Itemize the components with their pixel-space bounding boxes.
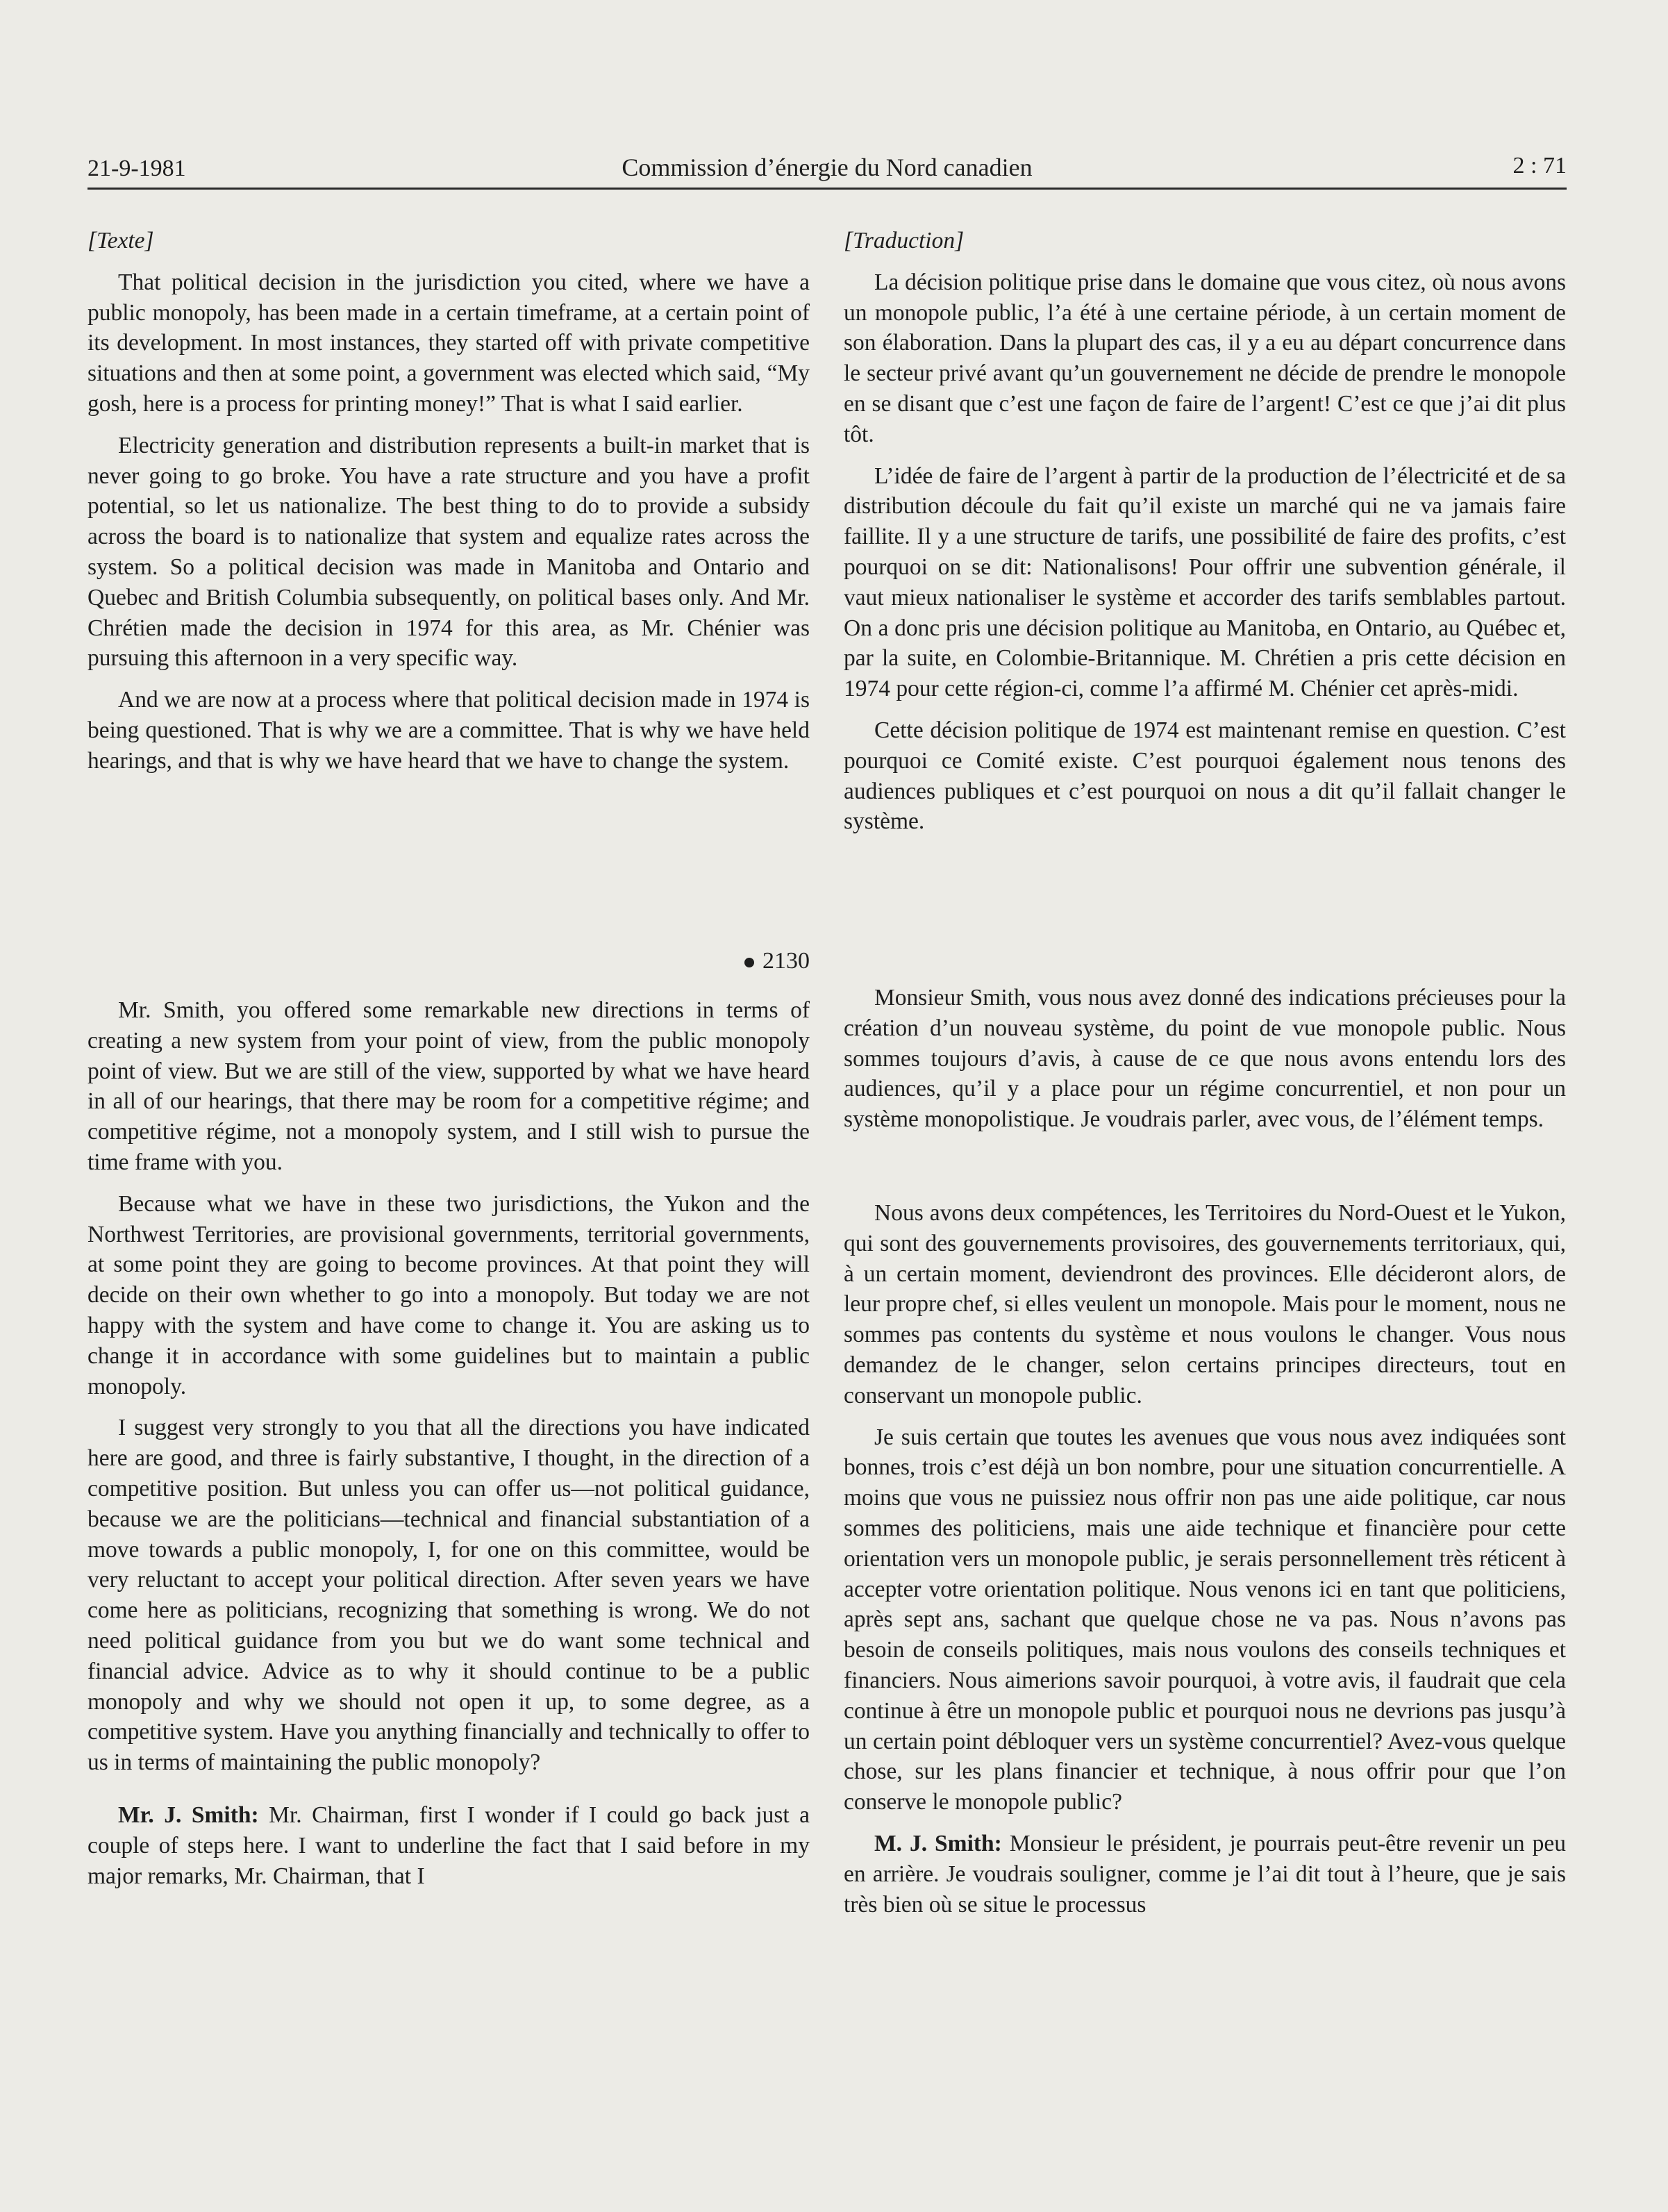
english-block-2	[87, 995, 810, 1891]
header-date: 21-9-1981	[87, 156, 186, 181]
english-block-1	[87, 226, 810, 776]
paragraph: And we are now at a process where that political decision made in 1974 is being questioned. That is why we are a committee. That is why we have held hearings, and that is why we have heard that we have to change the system.	[87, 687, 810, 774]
time-marker-value: 2130	[762, 948, 810, 974]
paragraph: Monsieur Smith, vous nous avez donné des indications précieuses pour la création d’un nouveau système, du point de vue monopole public. Nous sommes toujours d’avis, à cause de ce que nous avons entendu lors des audiences, qu’il y a place pour un régime concurrentiel, et non pour un système monopolistique. Je voudrais parler, avec vous, de l’élément temps.	[844, 985, 1566, 1133]
speaker-name: Mr. J. Smith:	[118, 1802, 259, 1828]
french-block-3	[844, 1198, 1566, 1920]
paragraph: La décision politique prise dans le domaine que vous citez, où nous avons un monopole public, l’a été à une certaine période, à un certain moment de son élaboration. Dans la plupart des cas, il y a eu au départ concurrence dans le secteur privé avant qu’un gouvernement ne décide de prendre le monopole en se disant que c’est une façon de faire de l’argent! C’est ce que j’ai dit plus tôt.	[844, 269, 1566, 447]
paragraph: Je suis certain que toutes les avenues que vous nous avez indiquées sont bonnes, trois c’est déjà un bon nombre, pour une situation concurrentielle. A moins que vous ne puissiez nous offrir non pas une aide politique, car nous sommes des politiciens, mais une aide technique et financière pour cette orientation vers un monopole public, je serais personnellement très réticent à accepter votre orientation politique. Nous venons ici en tant que politiciens, après sept ans, sachant que quelque chose ne va pas. Nous n’avons pas besoin de conseils politiques, mais nous voulons des conseils techniques et financiers. Nous aimerions savoir pourquoi, à votre avis, il faudrait que cela continue à être un monopole public et pourquoi nous ne devrions pas jusqu’à un certain point débloquer vers un système concurrentiel? Avez-vous quelque chose, sur les plans financier et technique, à nous offrir pour que l’on conserve le monopole public?	[844, 1424, 1566, 1815]
paragraph: L’idée de faire de l’argent à partir de la production de l’électricité et de sa distribution découle du fait qu’il existe un marché qui ne va jamais faire faillite. Il y a une structure de tarifs, une possibilité de faire des profits, c’est pourquoi on se dit: Nationalisons! Pour offrir une subvention générale, il vaut mieux nationaliser le système et accorder des tarifs semblables partout. On a donc pris une décision politique au Manitoba, en Ontario, au Québec et, par la suite, en Colombie-Britannique. M. Chrétien a pris cette décision en 1974 pour cette région-ci, comme l’a affirmé M. Chénier cet après-midi.	[844, 463, 1566, 702]
paragraph: I suggest very strongly to you that all the directions you have indicated here are good, and three is fairly substantive, I thought, in the direction of a competitive position. But unless you can offer us—not political guidance, because we are the politicians—technical and financial substantiation of a move towards a public monopoly, I, for one on this committee, would be very reluctant to accept your political direction. After seven years we have come here as politicians, recognizing that something is wrong. We do not need political guidance from you but we do want some technical and financial advice. Advice as to why it should continue to be a public monopoly and why we should not open it up, to some degree, as a competitive system. Have you anything financially and technically to offer to us in terms of maintaining the public monopoly?	[87, 1415, 810, 1776]
speech-text: Mr. Chairman, first I wonder if I could go back just a couple of steps here. I want to underline the fact that I said before in my major remarks, Mr. Chairman, that I	[87, 1802, 810, 1889]
running-header	[87, 147, 1567, 186]
time-marker	[87, 948, 810, 974]
paragraph: Electricity generation and distribution represents a built-in market that is never going to go broke. You have a rate structure and you have a profit potential, so let us nationalize. The best thing to do to provide a subsidy across the board is to nationalize that system and equalize rates across the system. So a political decision was made in Manitoba and Ontario and Quebec and British Columbia subsequently, on political bases only. And Mr. Chrétien made the decision in 1974 for this area, as Mr. Chénier was pursuing this afternoon in a very specific way.	[87, 432, 810, 672]
header-title: Commission d’énergie du Nord canadien	[622, 153, 1033, 181]
french-block-1	[844, 226, 1566, 837]
paragraph	[87, 1800, 810, 1891]
paragraph: Mr. Smith, you offered some remarkable new directions in terms of creating a new system from your point of view, from the public monopoly point of view. But we are still of the view, supported by what we have heard in all of our hearings, that there may be room for a competitive régime; and competitive régime, not a monopoly system, and I still wish to pursue the time frame with you.	[87, 997, 810, 1175]
paragraph: That political decision in the jurisdiction you cited, where we have a public monopoly, has been made in a certain timeframe, at a certain point of its development. In most instances, they started off with private competitive situations and then at some point, a government was elected which said, “My gosh, here is a process for printing money!” That is what I said earlier.	[87, 269, 810, 417]
speaker-name: M. J. Smith:	[874, 1830, 1002, 1856]
french-block-2	[844, 983, 1566, 1135]
text-label: [Texte]	[87, 228, 154, 253]
french-column	[844, 226, 1566, 2156]
paragraph: Nous avons deux compétences, les Territoires du Nord-Ouest et le Yukon, qui sont des gouvernements provisoires, des gouvernements territoriaux, qui, à un certain moment, deviendront des provinces. Elle décideront alors, de leur propre chef, si elles veulent un monopole. Mais pour le moment, nous ne sommes pas contents du système et nous voulons le changer. Vous nous demandez de le changer, selon certains principes directeurs, tout en conservant un monopole public.	[844, 1200, 1566, 1408]
speech-text: Monsieur le président, je pourrais peut-être revenir un peu en arrière. Je voudrais souligner, comme je l’ai dit tout à l’heure, que je sais très bien où se situe le processus	[844, 1830, 1567, 1918]
paragraph	[844, 1829, 1566, 1920]
english-column	[87, 226, 810, 2156]
translation-label: [Traduction]	[844, 228, 965, 253]
header-page-number: 2 : 71	[1512, 153, 1567, 178]
header-rule	[87, 188, 1567, 190]
paragraph: Cette décision politique de 1974 est maintenant remise en question. C’est pourquoi ce Comité existe. C’est pourquoi également nous tenons des audiences publiques et c’est pourquoi on nous a dit qu’il fallait changer le système.	[844, 717, 1566, 835]
paragraph: Because what we have in these two jurisdictions, the Yukon and the Northwest Territories, are provisional governments, territorial governments, at some point they are going to become provinces. At that point they will decide on their own whether to go into a monopoly. But today we are not happy with the system and have come to change it. You are asking us to change it in accordance with some guidelines but to maintain a public monopoly.	[87, 1190, 810, 1399]
bullet-icon	[744, 958, 754, 967]
